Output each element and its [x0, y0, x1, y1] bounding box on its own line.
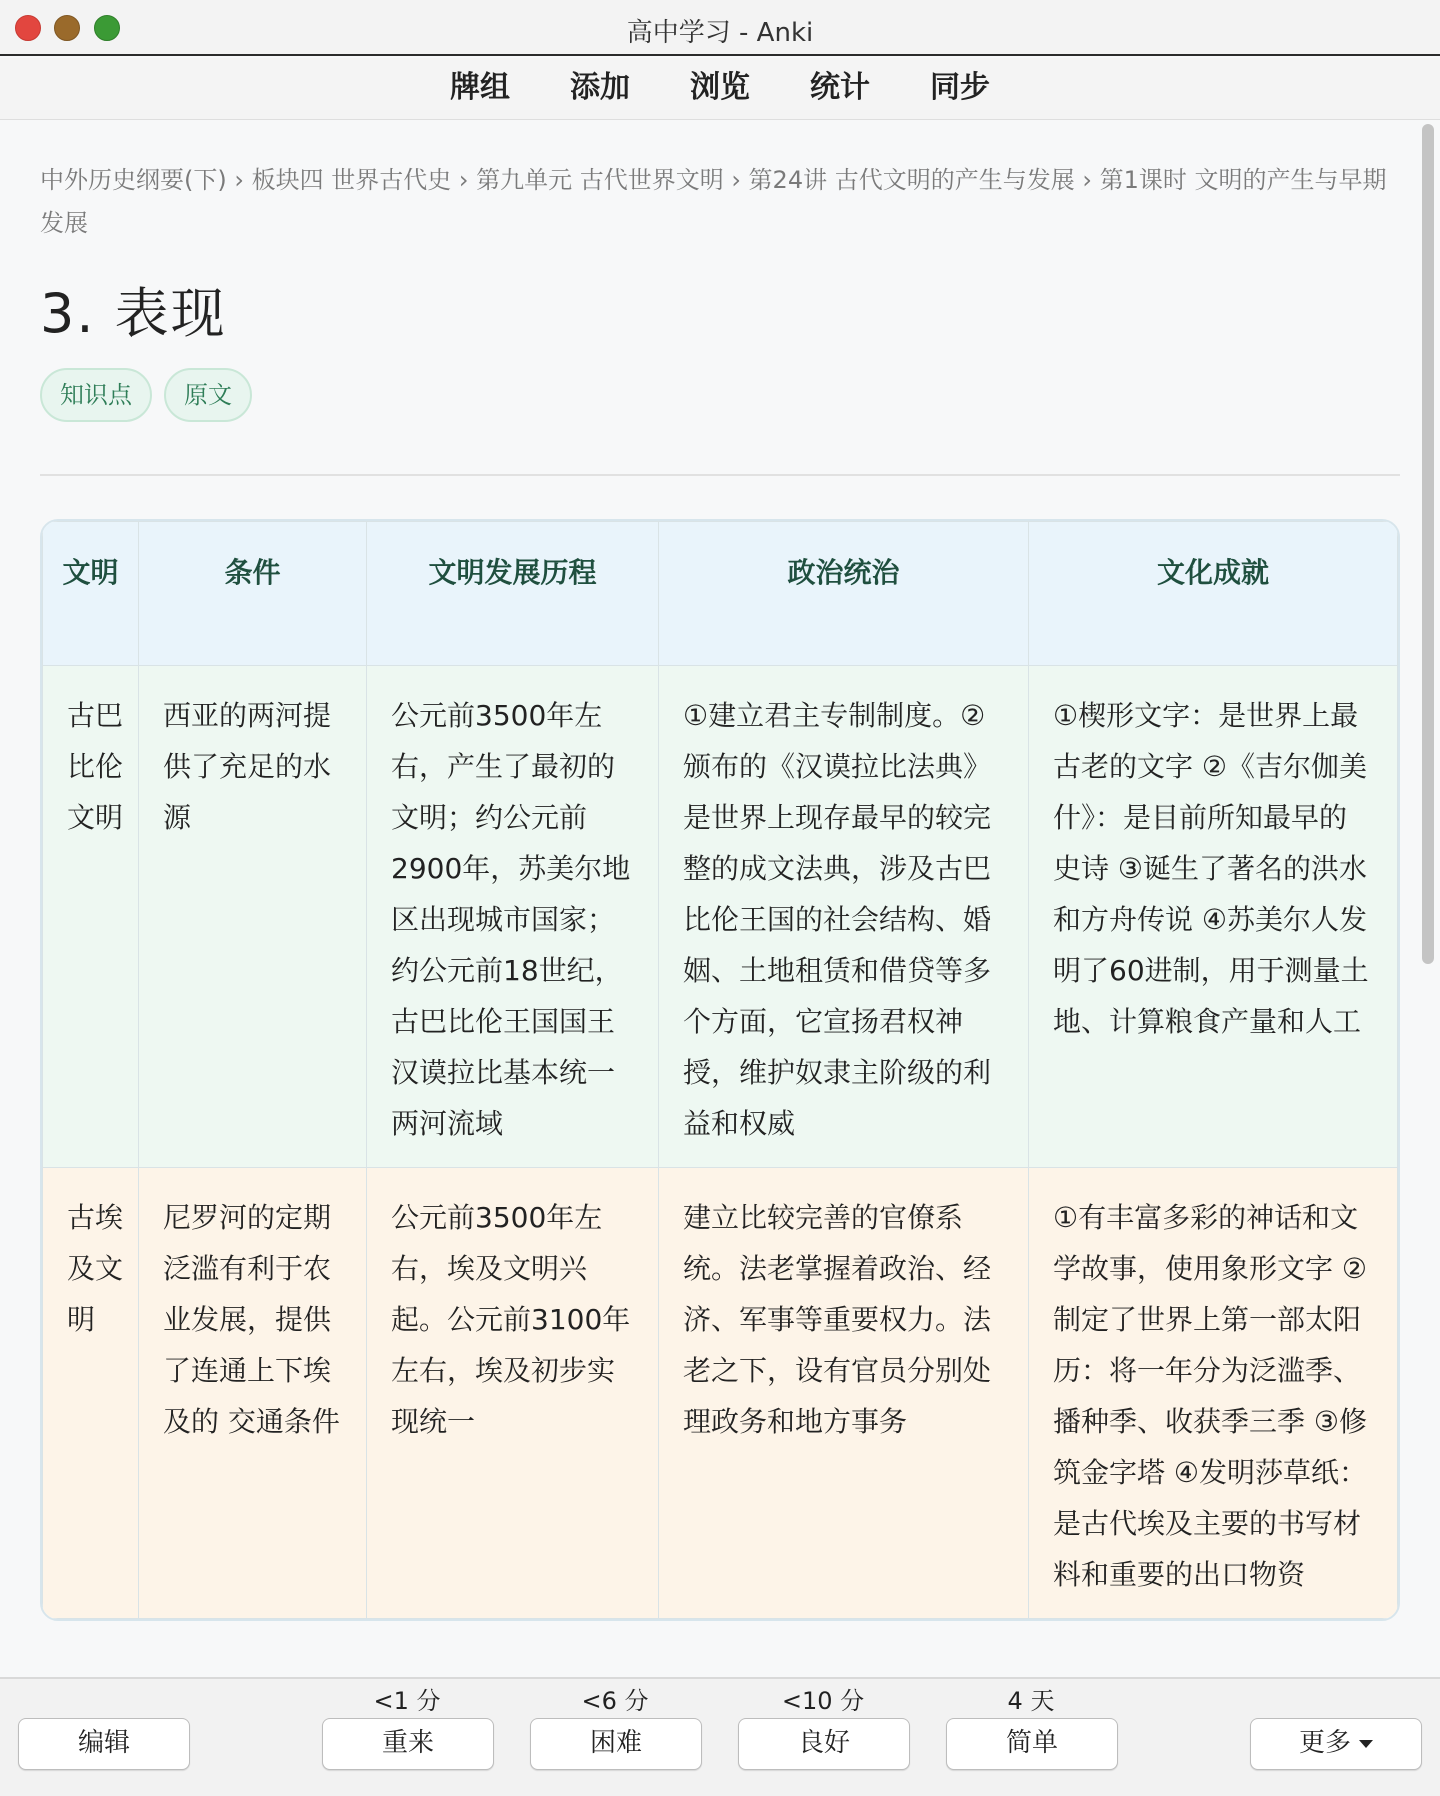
cell-civ: 古埃及文明 — [43, 1168, 139, 1619]
more-button-label: 更多 — [1298, 1728, 1351, 1758]
header-civ: 文明 — [43, 522, 139, 666]
header-cul: 文化成就 — [1029, 522, 1398, 666]
cell-cond: 尼罗河的定期泛滥有利于农业发展，提供了连通上下埃及的 交通条件 — [139, 1168, 367, 1619]
review-bottom-bar — [0, 1677, 1440, 1796]
breadcrumb: 中外历史纲要(下) › 板块四 世界古代史 › 第九单元 古代世界文明 › 第24讲 古代文明的产生与发展 › 第1课时 文明的产生与早期发展 — [40, 166, 1387, 237]
toolbar-decks[interactable]: 牌组 — [450, 70, 510, 105]
header-proc: 文明发展历程 — [367, 522, 659, 666]
table-row — [43, 1168, 1398, 1619]
more-button[interactable] — [1250, 1718, 1422, 1770]
cell-civ: 古巴比伦文明 — [43, 666, 139, 1168]
card-heading: 3. 表现 — [40, 282, 227, 345]
again-interval: <1 分 — [373, 1687, 441, 1715]
cell-proc: 公元前3500年左右，埃及文明兴起。公元前3100年左右，埃及初步实现统一 — [367, 1168, 659, 1619]
cell-pol: 建立比较完善的官僚系统。法老掌握着政治、经济、军事等重要权力。法老之下，设有官员分别处理政务和地方事务 — [659, 1168, 1029, 1619]
hard-button[interactable]: 困难 — [530, 1718, 702, 1770]
cell-cond: 西亚的两河提供了充足的水源 — [139, 666, 367, 1168]
caret-down-icon — [1359, 1740, 1373, 1748]
toolbar-stats[interactable]: 统计 — [810, 70, 870, 105]
table-row — [43, 666, 1398, 1168]
tag-list — [40, 368, 252, 422]
civilization-table — [40, 519, 1400, 1621]
main-toolbar — [0, 58, 1440, 120]
title-bar — [0, 0, 1440, 56]
again-button[interactable]: 重来 — [322, 1718, 494, 1770]
toolbar-browse[interactable]: 浏览 — [690, 70, 750, 105]
hard-interval: <6 分 — [581, 1687, 649, 1715]
good-button[interactable]: 良好 — [738, 1718, 910, 1770]
divider — [40, 474, 1400, 476]
window-title: 高中学习 - Anki — [626, 18, 814, 48]
cell-cul: ①有丰富多彩的神话和文学故事，使用象形文字 ②制定了世界上第一部太阳历：将一年分为泛滥季、播种季、收获季三季 ③修筑金字塔 ④发明莎草纸：是古代埃及主要的书写材料和重要的出口物资 — [1029, 1168, 1398, 1619]
easy-interval: 4 天 — [1007, 1687, 1055, 1715]
tag-original[interactable]: 原文 — [164, 368, 252, 422]
cell-pol: ①建立君主专制制度。②颁布的《汉谟拉比法典》是世界上现存最早的较完整的成文法典，涉及古巴比伦王国的社会结构、婚姻、土地租赁和借贷等多个方面，它宣扬君权神授，维护奴隶主阶级的利益和权威 — [659, 666, 1029, 1168]
easy-button[interactable]: 简单 — [946, 1718, 1118, 1770]
toolbar-add[interactable]: 添加 — [570, 70, 630, 105]
vertical-scrollbar[interactable] — [1422, 124, 1434, 964]
table-header-row — [43, 522, 1398, 666]
good-interval: <10 分 — [781, 1687, 865, 1715]
toolbar-sync[interactable]: 同步 — [930, 70, 990, 105]
header-pol: 政治统治 — [659, 522, 1029, 666]
edit-button[interactable]: 编辑 — [18, 1718, 190, 1770]
cell-proc: 公元前3500年左右，产生了最初的文明；约公元前2900年，苏美尔地区出现城市国家；约公元前18世纪，古巴比伦王国国王汉谟拉比基本统一两河流域 — [367, 666, 659, 1168]
cell-cul: ①楔形文字：是世界上最古老的文字 ②《吉尔伽美什》：是目前所知最早的史诗 ③诞生了著名的洪水和方舟传说 ④苏美尔人发明了60进制，用于测量土地、计算粮食产量和人工 — [1029, 666, 1398, 1168]
card-content — [0, 121, 1420, 1677]
header-cond: 条件 — [139, 522, 367, 666]
tag-knowledge[interactable]: 知识点 — [40, 368, 152, 422]
